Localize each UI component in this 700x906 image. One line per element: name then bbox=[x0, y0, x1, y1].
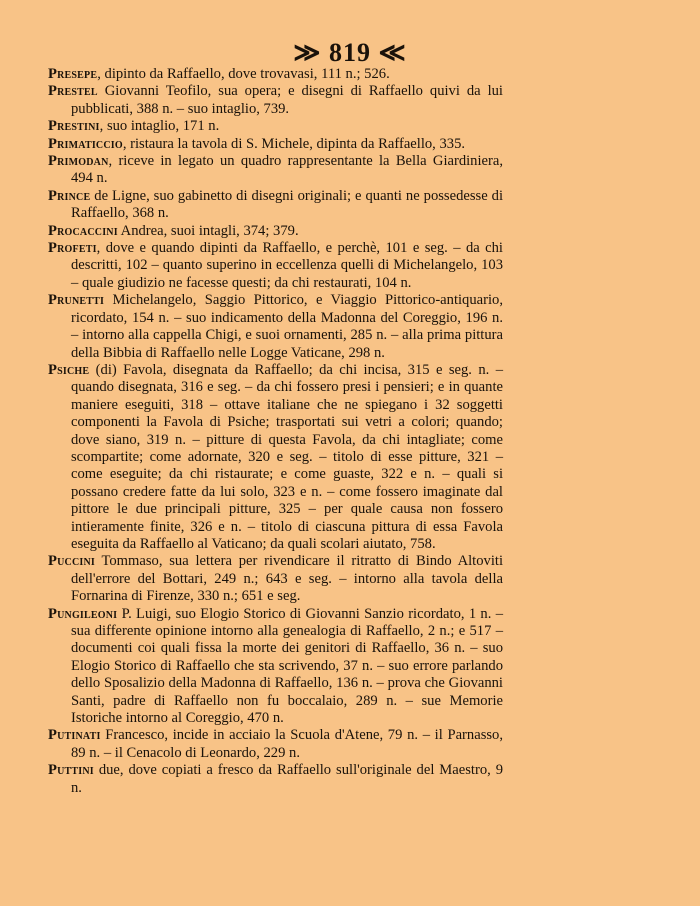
entry-text: , suo intaglio, 171 n. bbox=[99, 118, 220, 135]
index-entry bbox=[48, 83, 503, 118]
entry-text: , dove e quando dipinti da Raffaello, e perchè, 101 e seg. – da chi descritti, 102 – quanto superino in eccellenza quelli di Michelangelo, 103 – quale giudizio ne facesse questi; da chi restaurati, 104 n. bbox=[71, 240, 503, 291]
entry-headword: Primodan bbox=[48, 153, 109, 170]
entry-headword: Puttini bbox=[48, 762, 94, 779]
index-entry bbox=[48, 188, 503, 223]
index-entry bbox=[48, 118, 503, 135]
index-entry bbox=[48, 223, 503, 240]
entry-headword: Prunetti bbox=[48, 292, 105, 309]
entry-headword: Procaccini bbox=[48, 222, 118, 239]
page-number: ≫ 819 ≪ bbox=[293, 38, 407, 67]
entry-text: Francesco, incide in acciaio la Scuola d'Atene, 79 n. – il Parnasso, 89 n. – il Cenacolo di Leonardo, 229 n. bbox=[71, 727, 503, 761]
index-entry bbox=[48, 153, 503, 188]
index-entry bbox=[48, 553, 503, 605]
entry-text: , dipinto da Raffaello, dove trovavasi, 111 n.; 526. bbox=[97, 66, 390, 82]
index-entry bbox=[48, 762, 503, 797]
entry-headword: Profeti bbox=[48, 240, 97, 257]
entry-text: (di) Favola, disegnata da Raffaello; da chi incisa, 315 e seg. n. – quando disegnata, 316 e seg. – da chi fossero presi i pensieri; e in quante maniere eseguiti, 318 – ottave italiane che ne spiegano i 32 soggetti componenti la Favola di Psiche; trasportati sui vetri a colori; quando; dove siano, 319 n. – pitture di questa Favola, da chi intagliate; come scompartite; come adornate, 320 e seg. – titolo di esse pitture, 321 – come eseguite; da chi ristaurate; e come guaste, 322 e n. – quali si possano credere fatte da lui solo, 323 e n. – come fossero imaginate dal pittore le due principali pitture, 325 – per quale causa non fossero intieramente finite, 326 e n. – titolo di ciascuna pittura di essa Favola eseguita da Raffaello al Vaticano; da quali scolari aiutato, 758. bbox=[71, 361, 503, 552]
index-entry bbox=[48, 727, 503, 762]
index-entries bbox=[48, 66, 503, 797]
entry-text: , ristaura la tavola di S. Michele, dipinta da Raffaello, 335. bbox=[122, 135, 466, 152]
entry-text: Giovanni Teofilo, sua opera; e disegni di Raffaello quivi da lui pubblicati, 388 n. – suo intaglio, 739. bbox=[71, 83, 503, 117]
index-entry bbox=[48, 362, 503, 553]
entry-text: , riceve in legato un quadro rappresentante la Bella Giardiniera, 494 n. bbox=[71, 153, 503, 187]
entry-headword: Puccini bbox=[48, 553, 95, 570]
entry-headword: Primaticcio bbox=[48, 135, 123, 152]
index-entry bbox=[48, 292, 503, 362]
entry-headword: Psiche bbox=[48, 361, 90, 378]
entry-headword: Putinati bbox=[48, 727, 101, 744]
entry-text: due, dove copiati a fresco da Raffaello sull'originale del Maestro, 9 n. bbox=[71, 762, 503, 796]
entry-headword: Presepe bbox=[48, 66, 98, 82]
entry-headword: Prestel bbox=[48, 83, 98, 100]
entry-headword: Prince bbox=[48, 187, 91, 204]
entry-headword: Prestini bbox=[48, 118, 100, 135]
entry-text: Tommaso, sua lettera per rivendicare il ritratto di Bindo Altoviti dell'errore del Bottari, 249 n.; 643 e seg. – intorno alla tavola della Fornarina di Firenze, 330 n.; 651 e seg. bbox=[71, 553, 503, 605]
entry-text: Michelangelo, Saggio Pittorico, e Viaggio Pittorico-antiquario, ricordato, 154 n. – suo indicamento della Madonna del Coreggio, 196 n. – intorno alla cappella Chigi, e suoi ornamenti, 285 n. – alla prima pittura della Bibbia di Raffaello nelle Logge Vaticane, 298 n. bbox=[71, 292, 503, 361]
entry-text: P. Luigi, suo Elogio Storico di Giovanni Sanzio ricordato, 1 n. – sua differente opinione intorno alla genealogia di Raffaello, 2 n.; e 517 – documenti coi quali fissa la morte dei genitori di Raffaello, 36 n. – suo Elogio Storico di Raffaello che sta scrivendo, 37 n. – suo errore parlando dello Sposalizio della Madonna di Raffaello, 136 n. – prova che Giovanni Santi, padre di Raffaello non fu boccalaio, 289 n. – sue Memorie Istoriche intorno al Coreggio, 470 n. bbox=[71, 605, 503, 727]
index-entry bbox=[48, 136, 503, 153]
entry-text: de Ligne, suo gabinetto di disegni originali; e quanti ne possedesse di Raffaello, 368 n. bbox=[71, 187, 503, 222]
entry-text: Andrea, suoi intagli, 374; 379. bbox=[117, 222, 299, 239]
index-entry bbox=[48, 606, 503, 728]
entry-headword: Pungileoni bbox=[48, 605, 118, 622]
index-entry bbox=[48, 66, 503, 83]
index-entry bbox=[48, 240, 503, 292]
